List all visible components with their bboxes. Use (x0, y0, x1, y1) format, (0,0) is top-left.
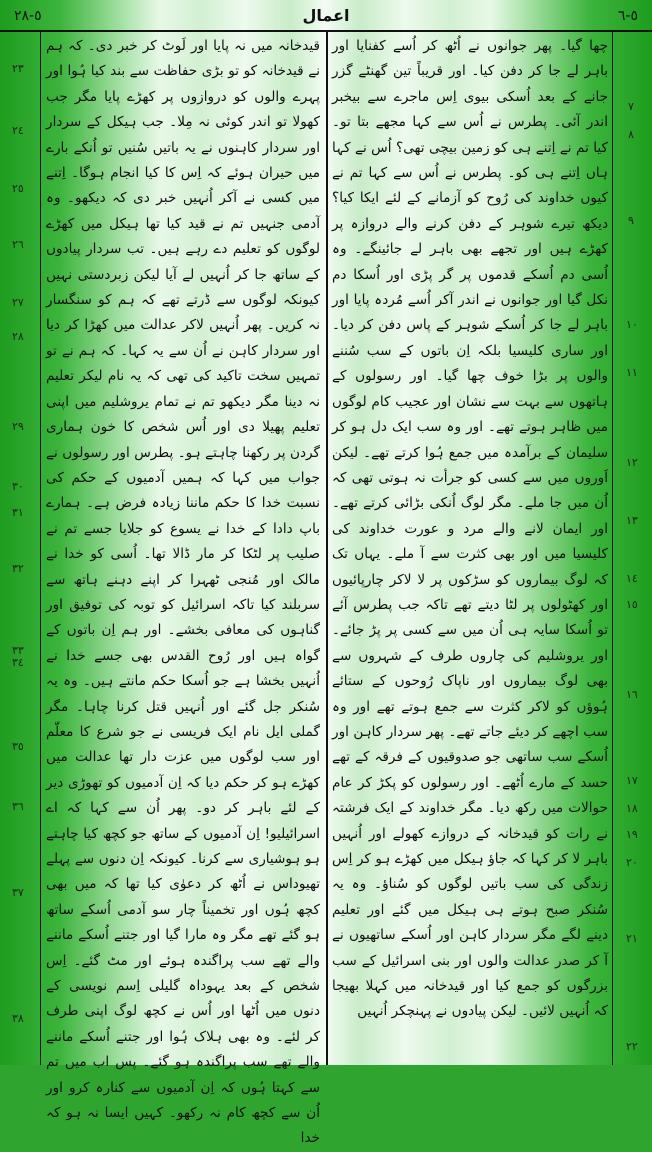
verse-number: ٢٨ (12, 330, 24, 343)
verse-number: ٣٧ (12, 886, 24, 899)
verse-number: ٣٢ (12, 562, 24, 575)
verse-number: ١٠ (626, 318, 638, 331)
verse-number: ١٢ (626, 456, 638, 469)
verse-number: ٢٩ (12, 420, 24, 433)
right-column-paragraph: چھا گیا۔ پھر جوانوں نے اُٹھ کر اُسے کفنایا اور باہر لے جا کر دفن کیا۔ اور قریباً تین گھنٹے گزر جانے کے بعد اُسکی بیوی اِس ماجرے سے بیخبر اندر آئی۔ پطرس نے اُس سے کہا مجھے بتا تو۔ کیا تم نے اِتنے ہی کو زمین بیچی تھی؟ اُس نے کہا ہاں اِتنے ہی کو۔ پطرس نے اُس سے کہا تم نے کیوں خداوند کی رُوح کو آزمانے کے لئے ایکا کیا؟ دیکھ تیرے شوہر کے دفن کرنے والے دروازہ پر کھڑے ہیں اور تجھے بھی باہر لے جائینگے۔ وہ اُسی دم اُسکے قدموں پر گر پڑی اور اُسکا دم نکل گیا اور جوانوں نے اندر آکر اُسے مُردہ پایا اور باہر لے جا کر اُسکے شوہر کے پاس دفن کر دیا۔ اور ساری کلیسیا بلکہ اِن باتوں کے سب سُننے والوں پر بڑا خوف چھا گیا۔ اور رسولوں کے ہاتھوں سے بہت سے نشان اور عجیب کام لوگوں میں ظاہر ہوتے تھے۔ اور وہ سب ایک دل ہو کر سلیمان کے برآمدہ میں جمع ہُوا کرتے تھے۔ لیکن اَوروں میں سے کسی کو جرأت نہ ہوتی تھی کہ اُن میں جا ملے۔ مگر لوگ اُنکی بڑائی کرتے تھے۔ اور ایمان لانے والے مرد و عورت خداوند کی کلیسیا میں اور بھی کثرت سے آ ملے۔ یہاں تک کہ لوگ بیماروں کو سڑکوں پر لا لاکر چارپائیوں اور کھٹولوں پر لٹا دیتے تھے تاکہ جب پطرس آئے تو اُسکا سایہ ہی اُن میں سے کسی پر پڑ جائے۔ اور یروشلیم کی چاروں طرف کے شہروں سے بھی لوگ بیماروں اور ناپاک رُوحوں کے ستائے ہُوؤں کو لاکر کثرت سے جمع ہوتے تھے اور وہ سب اچھے کر دیئے جاتے تھے۔ پھر سردار کاہن اور اُسکے سب ساتھی جو صدوقیوں کے فرقہ کے تھے حسد کے مارے اُٹھے۔ اور رسولوں کو پکڑ کر عام حوالات میں رکھ دیا۔ مگر خداوند کے ایک فرشتہ نے رات کو قیدخانہ کے دروازے کھولے اور اُنہیں باہر لا کر کہا کہ جاؤ ہیکل میں کھڑے ہو کر اِس زندگی کی سب باتیں لوگوں کو سُناؤ۔ وہ یہ سُنکر صبح ہوتے ہی ہیکل میں گئے اور تعلیم دینے لگے مگر سردار کاہن اور اُسکے ساتھیوں نے آ کر صدر عدالت والوں اور بنی اسرائیل کے سب بزرگوں کو جمع کیا اور قیدخانہ میں کہلا بھیجا کہ اُنہیں لائیں۔ لیکن پیادوں نے پہنچکر اُنہیں (332, 38, 608, 1020)
verse-number: ١٧ (626, 774, 638, 787)
verse-number: ٣٨ (12, 1012, 24, 1025)
verse-number: ٢٠ (626, 856, 638, 869)
verse-number: ١٤ (626, 572, 638, 585)
verse-number: ٢١ (626, 932, 638, 945)
verse-number: ٢٤ (12, 124, 24, 137)
verse-number: ١٣ (626, 514, 638, 527)
book-title: اعمال (302, 6, 350, 25)
verse-number: ١٨ (626, 802, 638, 815)
verse-number: ١٩ (626, 828, 638, 841)
verse-number: ١١ (626, 366, 638, 379)
verse-number: ٧ (628, 100, 634, 113)
verse-number: ٣٠ (12, 480, 24, 493)
right-margin-rule (612, 32, 613, 1065)
verse-number: ٢٢ (626, 1040, 638, 1053)
right-column-text (332, 34, 608, 1054)
verse-number: ٢٥ (12, 182, 24, 195)
left-column-paragraph: قیدخانہ میں نہ پایا اور لَوٹ کر خبر دی۔ کہ ہم نے قیدخانہ کو تو بڑی حفاظت سے بند کیا ہُوا اور پہرے والوں کو دروازوں پر کھڑے پایا مگر جب کھولا تو اندر کوئی نہ مِلا۔ جب ہیکل کے سردار اور سردار کاہنوں نے یہ باتیں سُنیں تو اُنکے بارے میں حیران ہوئے کہ اِس کا کیا انجام ہوگا۔ اِتنے میں کسی نے آکر اُنہیں خبر دی کہ دیکھو۔ وہ آدمی جنہیں تم نے قید کیا تھا ہیکل میں کھڑے لوگوں کو تعلیم دے رہے ہیں۔ تب سردار پیادوں کے ساتھ جا کر اُنہیں لے آیا لیکن زبردستی نہیں کیونکہ لوگوں سے ڈرتے تھے کہ ہم کو سنگسار نہ کریں۔ پھر اُنہیں لاکر عدالت میں کھڑا کر دیا اور سردار کاہن نے اُن سے یہ کہا۔ کہ ہم نے تو تمہیں سخت تاکید کی تھی کہ یہ نام لیکر تعلیم نہ دینا مگر دیکھو تم نے تمام یروشلیم میں اپنی تعلیم پھیلا دی اور اُس شخص کا خون ہماری گردن پر رکھنا چاہتے ہو۔ پطرس اور رسولوں نے جواب میں کہا کہ ہمیں آدمیوں کے حکم کی نسبت خدا کا حکم ماننا زیادہ فرض ہے۔ ہمارے باپ دادا کے خدا نے یسوع کو جلایا جسے تم نے صلیب پر لٹکا کر مار ڈالا تھا۔ اُسی کو خدا نے مالک اور مُنجی ٹھہرا کر اپنے دہنے ہاتھ سے سربلند کیا تاکہ اسرائیل کو توبہ کی توفیق اور گناہوں کی معافی بخشے۔ اور ہم اِن باتوں کے گواہ ہیں اور رُوح القدس بھی جسے خدا نے اُنہیں بخشا ہے جو اُسکا حکم مانتے ہیں۔ وہ یہ سُنکر جل گئے اور اُنہیں قتل کرنا چاہا۔ مگر گملی ایل نام ایک فریسی نے جو شرع کا معلّم اور سب لوگوں میں عزت دار تھا عدالت میں کھڑے ہو کر حکم دیا کہ اِن آدمیوں کو تھوڑی دیر کے لئے باہر کر دو۔ پھر اُن سے کہا کہ اے اسرائیلیو! اِن آدمیوں کے ساتھ جو کچھ کیا چاہتے ہو ہوشیاری سے کرنا۔ کیونکہ اِن دنوں سے پہلے تھیوداس نے اُٹھ کر دعوٰی کیا تھا کہ میں بھی کچھ ہُوں اور تخمیناً چار سو آدمی اُسکے ساتھ ہو گئے تھے مگر وہ مارا گیا اور جتنے اُسکے ماننے والے تھے سب پراگندہ ہوئے اور مٹ گئے۔ اِس شخص کے بعد یہوداہ گلیلی اِسم نویسی کے دنوں میں اُٹھا اور اُس نے کچھ لوگ اپنی طرف کر لئے۔ وہ بھی ہلاک ہُوا اور جتنے اُسکے ماننے والے تھے سب پراگندہ ہو گئے۔ پس اب میں تم سے کہتا ہُوں کہ اِن آدمیوں سے کنارہ کرو اور اُن سے کچھ کام نہ رکھو۔ کہیں ایسا نہ ہو کہ خدا (46, 38, 320, 1147)
verse-number: ٣٣ (12, 644, 24, 657)
left-column-text (46, 34, 320, 1147)
verse-number: ٨ (628, 128, 634, 141)
verse-number: ١٥ (626, 598, 638, 611)
verse-number: ٣٦ (12, 800, 24, 813)
column-divider (326, 32, 328, 1065)
verse-number: ٩ (628, 214, 634, 227)
right-chapter-ref: ٥-٦ (617, 8, 638, 24)
verse-number: ٣٥ (12, 740, 24, 753)
verse-number: ٢٣ (12, 62, 24, 75)
left-chapter-ref: ٥-٢٨ (14, 8, 42, 24)
verse-number: ٢٦ (12, 238, 24, 251)
verse-number: ١٦ (626, 688, 638, 701)
verse-number: ٣٤ (12, 656, 24, 669)
verse-number: ٢٧ (12, 296, 24, 309)
left-margin-rule (40, 32, 41, 1065)
verse-number: ٣١ (12, 506, 24, 519)
